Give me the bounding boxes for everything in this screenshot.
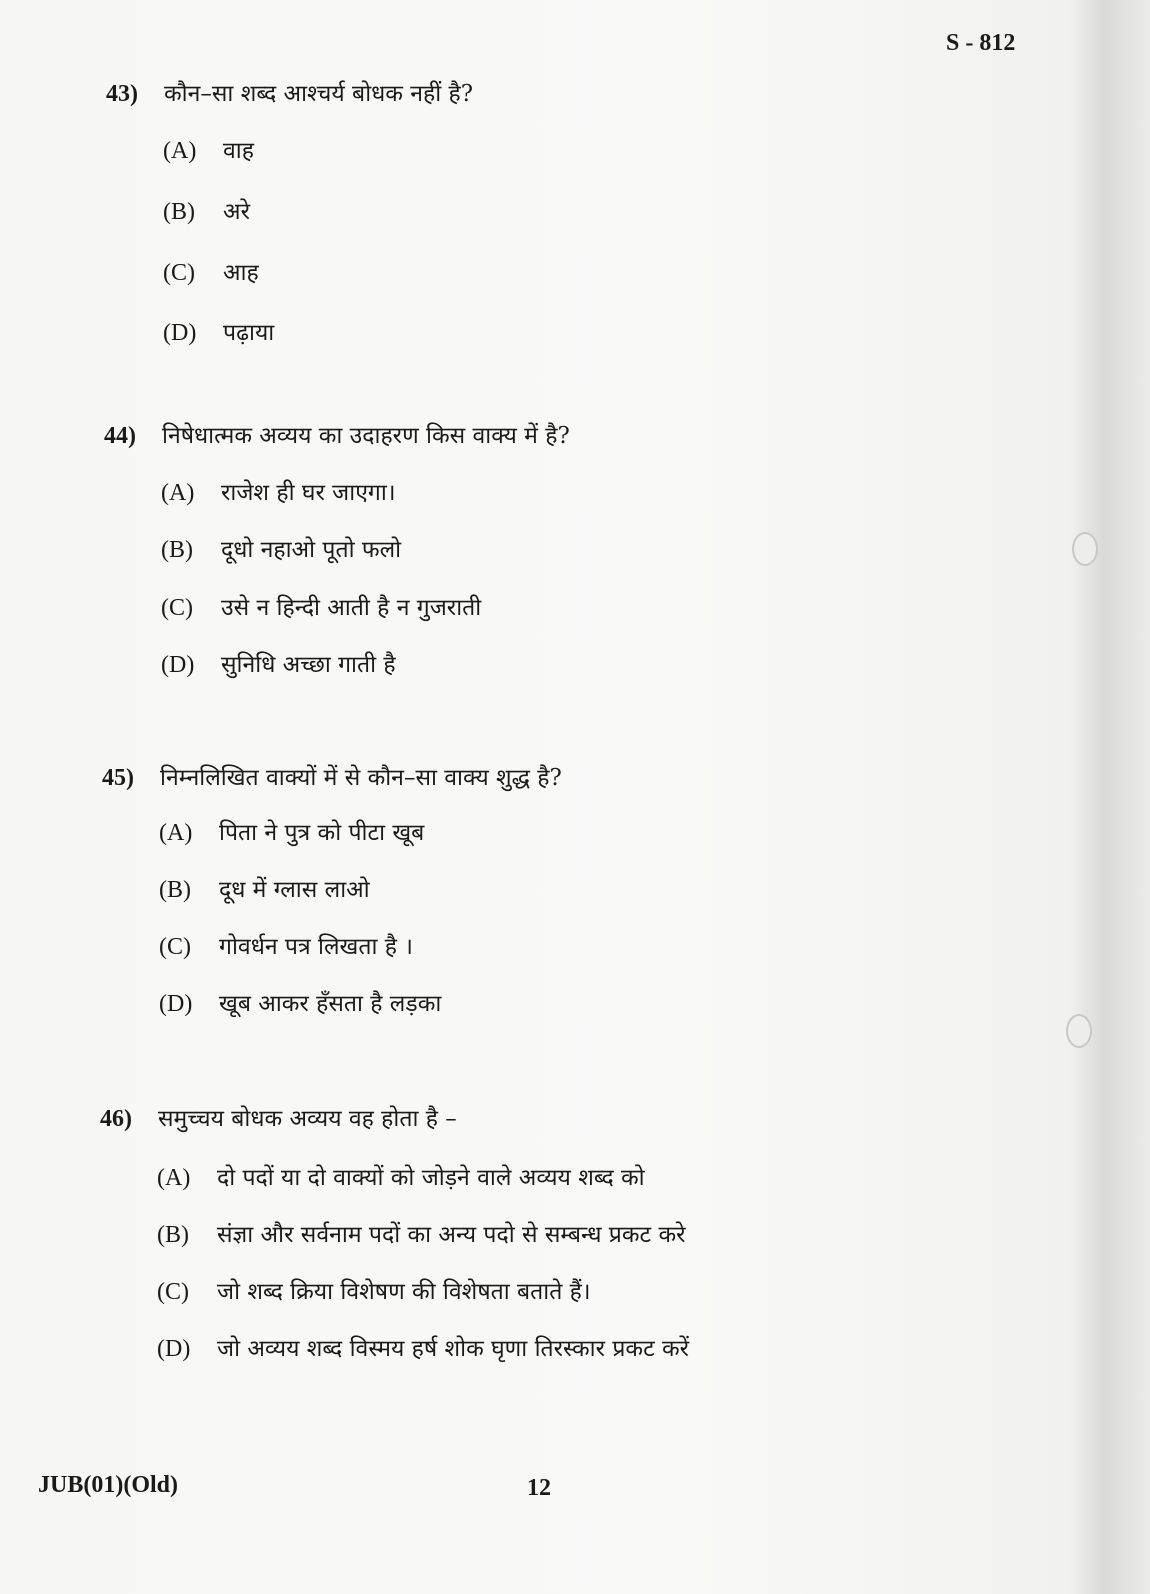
question-text: निषेधात्मक अव्यय का उदाहरण किस वाक्य में है?: [162, 423, 570, 449]
option-text: संज्ञा और सर्वनाम पदों का अन्य पदो से सम्बन्ध प्रकट करे: [217, 1222, 686, 1248]
option-label: (C): [163, 260, 195, 286]
option-label: (A): [159, 820, 193, 846]
option-45-c: [159, 929, 413, 961]
question-44: [104, 418, 570, 450]
option-text: सुनिधि अच्छा गाती है: [221, 652, 396, 678]
option-text: आह: [223, 260, 259, 286]
question-number: 46): [100, 1106, 132, 1132]
option-label: (B): [157, 1222, 189, 1248]
option-46-d: [157, 1331, 689, 1363]
option-46-b: [157, 1217, 686, 1249]
option-text: वाह: [223, 138, 254, 164]
page-number: 12: [527, 1475, 551, 1501]
option-label: (A): [157, 1165, 191, 1191]
option-43-d: [163, 315, 274, 347]
punch-hole: [1072, 532, 1098, 566]
option-text: पिता ने पुत्र को पीटा खूब: [219, 820, 425, 846]
paper-code-header: S - 812: [946, 30, 1016, 56]
question-number: 43): [106, 81, 138, 107]
option-44-c: [161, 590, 481, 622]
option-label: (B): [163, 199, 195, 225]
question-46: [100, 1101, 457, 1133]
footer-paper-code: JUB(01)(Old): [38, 1472, 178, 1498]
option-label: (D): [157, 1336, 191, 1362]
question-45: [102, 760, 562, 792]
option-45-b: [159, 872, 370, 904]
option-43-c: [163, 255, 259, 287]
question-text: समुच्चय बोधक अव्यय वह होता है –: [158, 1106, 457, 1132]
option-label: (D): [163, 320, 197, 346]
option-45-a: [159, 815, 424, 847]
question-43: [106, 76, 473, 108]
option-text: जो अव्यय शब्द विस्मय हर्ष शोक घृणा तिरस्कार प्रकट करें: [217, 1336, 690, 1362]
option-text: दो पदों या दो वाक्यों को जोड़ने वाले अव्यय शब्द को: [217, 1165, 645, 1191]
option-label: (B): [161, 537, 193, 563]
option-text: पढ़ाया: [223, 320, 275, 346]
option-44-d: [161, 647, 396, 679]
option-text: दूधो नहाओ पूतो फलो: [221, 537, 402, 563]
option-text: जो शब्द क्रिया विशेषण की विशेषता बताते हैं।: [217, 1279, 591, 1305]
option-44-a: [161, 475, 396, 507]
option-label: (B): [159, 877, 191, 903]
option-label: (C): [161, 595, 193, 621]
option-label: (D): [161, 652, 195, 678]
option-label: (C): [157, 1279, 189, 1305]
punch-hole: [1066, 1014, 1092, 1048]
question-number: 45): [102, 765, 134, 791]
question-number: 44): [104, 423, 136, 449]
option-text: राजेश ही घर जाएगा।: [221, 480, 396, 506]
option-44-b: [161, 532, 401, 564]
question-text: निम्नलिखित वाक्यों में से कौन–सा वाक्य शुद्ध है?: [160, 765, 562, 791]
option-label: (A): [163, 138, 197, 164]
option-text: अरे: [223, 199, 250, 225]
option-43-b: [163, 194, 250, 226]
question-text: कौन–सा शब्द आश्चर्य बोधक नहीं है?: [164, 81, 474, 107]
option-label: (D): [159, 991, 193, 1017]
option-text: दूध में ग्लास लाओ: [219, 877, 370, 903]
option-label: (A): [161, 480, 195, 506]
option-43-a: [163, 133, 254, 165]
option-45-d: [159, 986, 441, 1018]
option-text: गोवर्धन पत्र लिखता है ।: [219, 934, 413, 960]
option-46-c: [157, 1274, 591, 1306]
option-46-a: [157, 1160, 645, 1192]
option-text: उसे न हिन्दी आती है न गुजराती: [221, 595, 482, 621]
option-text: खूब आकर हँसता है लड़का: [219, 991, 442, 1017]
option-label: (C): [159, 934, 191, 960]
